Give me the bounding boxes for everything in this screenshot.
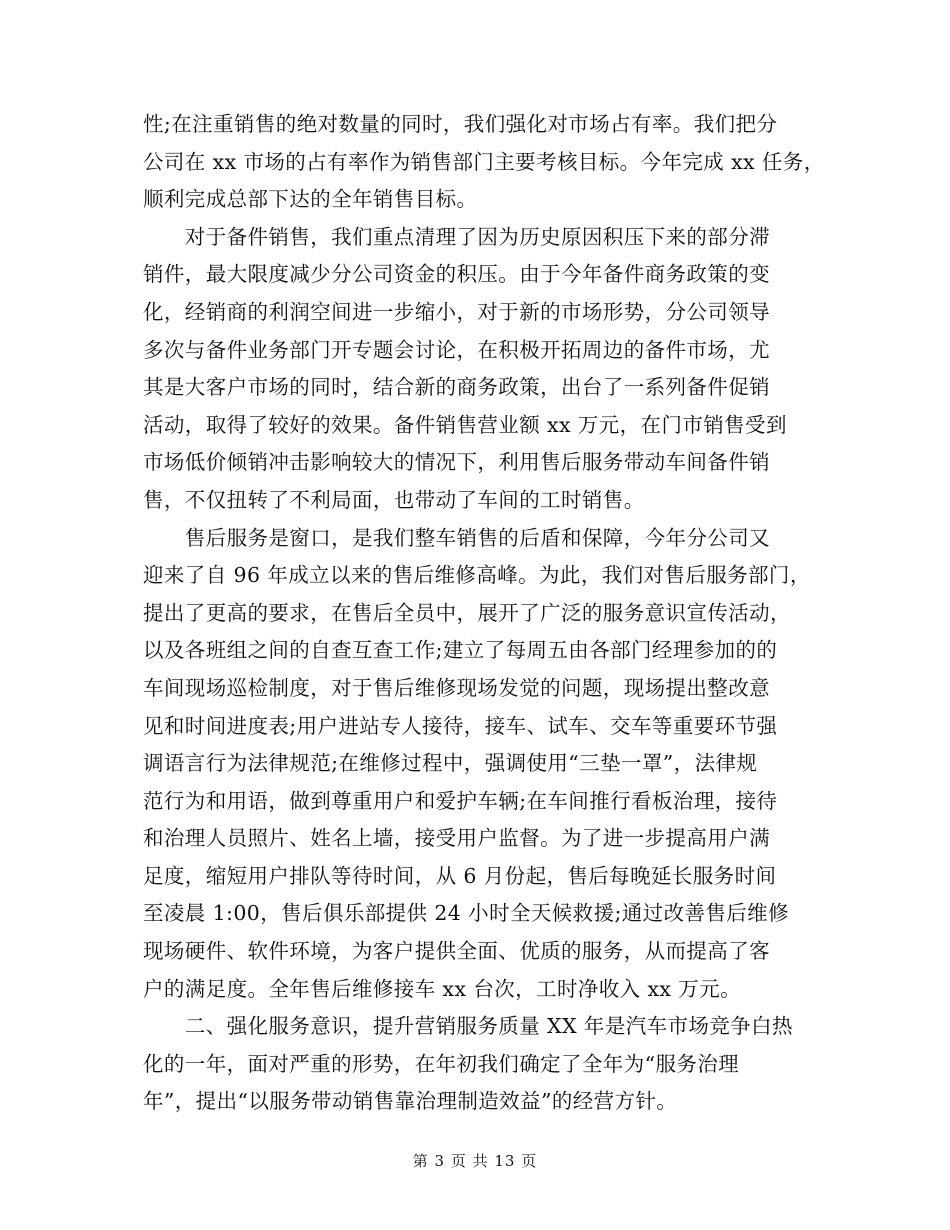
text-line: 年”，提出“以服务带动销售靠治理制造效益”的经营方针。 <box>143 1089 678 1114</box>
text-line: 范行为和用语，做到尊重用户和爱护车辆;在车间推行看板治理，接待 <box>143 788 778 813</box>
text-line: 售后服务是窗口，是我们整车销售的后盾和保障，今年分公司又 <box>143 525 770 550</box>
text-line: 调语言行为法律规范;在维修过程中，强调使用“三垫一罩”，法律规 <box>143 751 758 776</box>
text-line: 提出了更高的要求，在售后全员中，展开了广泛的服务意识宣传活动， <box>143 600 791 625</box>
footer-current-page: 3 <box>434 1152 446 1170</box>
text-line: 户的满足度。全年售后维修接车 xx 台次，工时净收入 xx 万元。 <box>143 976 742 1001</box>
text-line: 销件，最大限度减少分公司资金的积压。由于今年备件商务政策的变 <box>143 262 770 287</box>
text-line: 多次与备件业务部门开专题会讨论，在积极开拓周边的备件市场，尤 <box>143 337 770 362</box>
text-line: 公司在 xx 市场的占有率作为销售部门主要考核目标。今年完成 xx 任务， <box>143 149 825 174</box>
footer-prefix: 第 <box>412 1152 429 1170</box>
text-line: 其是大客户市场的同时，结合新的商务政策，出台了一系列备件促销 <box>143 375 770 400</box>
text-line: 迎来了自 96 年成立以来的售后维修高峰。为此，我们对售后服务部门， <box>143 563 811 588</box>
text-line: 至凌晨 1:00，售后俱乐部提供 24 小时全天候救援;通过改善售后维修 <box>143 901 789 926</box>
text-line: 市场低价倾销冲击影响较大的情况下，利用售后服务带动车间备件销 <box>143 450 770 475</box>
text-line: 二、强化服务意识，提升营销服务质量 XX 年是汽车市场竞争白热 <box>143 1014 793 1039</box>
body-text <box>143 106 823 1121</box>
text-line: 足度，缩短用户排队等待时间，从 6 月份起，售后每晚延长服务时间 <box>143 863 777 888</box>
footer-suffix: 页 <box>521 1152 538 1170</box>
text-line: 见和时间进度表;用户进站专人接待，接车、试车、交车等重要环节强 <box>143 713 778 738</box>
text-line: 顺利完成总部下达的全年销售目标。 <box>143 187 478 212</box>
text-line: 活动，取得了较好的效果。备件销售营业额 xx 万元，在门市销售受到 <box>143 412 787 437</box>
text-line: 现场硬件、软件环境，为客户提供全面、优质的服务，从而提高了客 <box>143 939 770 964</box>
footer-total-pages: 13 <box>494 1152 516 1170</box>
text-line: 以及各班组之间的自查互查工作;建立了每周五由各部门经理参加的的 <box>143 638 778 663</box>
text-line: 对于备件销售，我们重点清理了因为历史原因积压下来的部分滞 <box>143 224 770 249</box>
text-line: 和治理人员照片、姓名上墙，接受用户监督。为了进一步提高用户满 <box>143 826 770 851</box>
text-line: 化，经销商的利润空间进一步缩小，对于新的市场形势，分公司领导 <box>143 299 770 324</box>
text-line: 车间现场巡检制度，对于售后维修现场发觉的问题，现场提出整改意 <box>143 675 770 700</box>
footer-middle: 页 共 <box>450 1152 489 1170</box>
text-line: 性;在注重销售的绝对数量的同时，我们强化对市场占有率。我们把分 <box>143 112 778 136</box>
page-footer <box>0 1150 950 1171</box>
text-line: 售，不仅扭转了不利局面，也带动了车间的工时销售。 <box>143 487 645 512</box>
text-line: 化的一年，面对严重的形势，在年初我们确定了全年为“服务治理 <box>143 1051 740 1076</box>
